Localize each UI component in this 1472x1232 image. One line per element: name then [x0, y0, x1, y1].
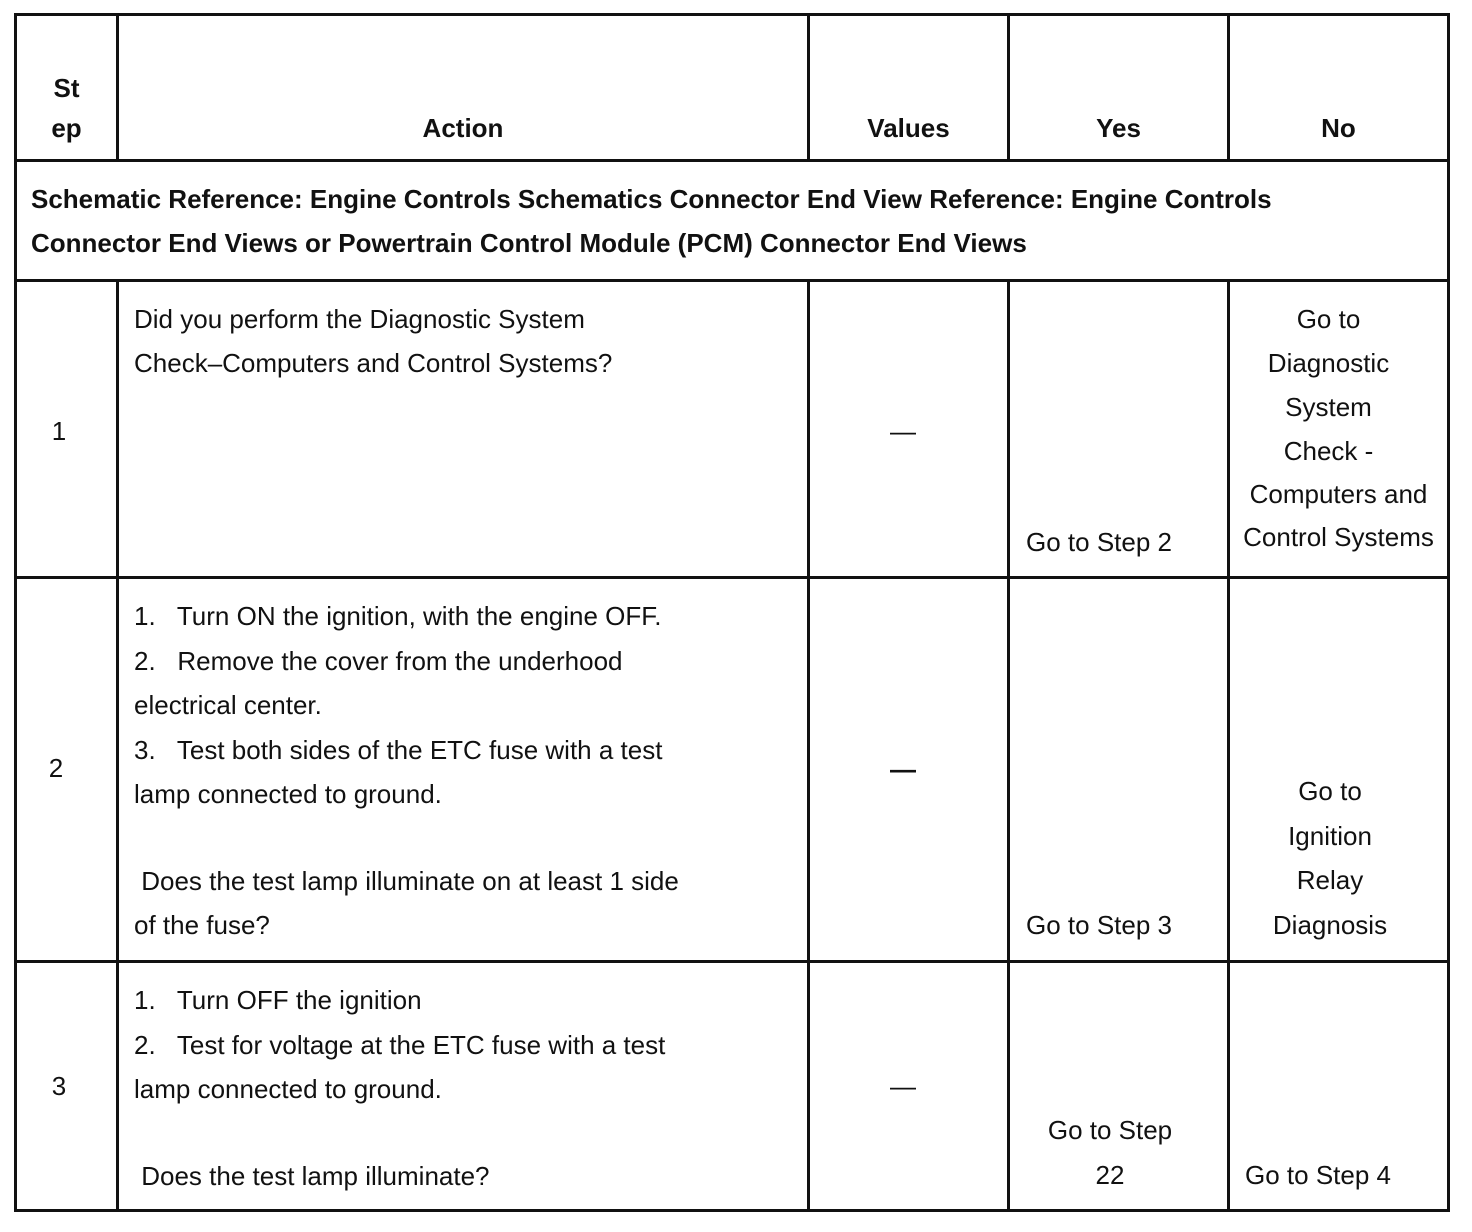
row1-action-line: Check–Computers and Control Systems? [134, 348, 613, 378]
row2-no [1230, 769, 1430, 947]
header-step [17, 68, 116, 148]
row3-yes-line: 22 [1095, 1159, 1125, 1190]
row1-action [134, 297, 804, 385]
row3-action-line: 1. Turn OFF the ignition [134, 985, 422, 1015]
row2-no-line: Go to [1298, 776, 1362, 806]
row1-divider [14, 576, 1450, 579]
header-action: Action [422, 113, 504, 143]
row2-action [134, 594, 804, 948]
row2-no-line: Diagnosis [1272, 909, 1388, 940]
row3-yes [1010, 1108, 1210, 1197]
table-border-right [1447, 13, 1450, 1212]
row1-no-line: Go to [1296, 304, 1361, 334]
row2-no-line: Ignition [1288, 820, 1372, 851]
row1-values: — [890, 416, 916, 446]
row2-values: — [890, 754, 916, 784]
reference-line2: Connector End Views or Powertrain Control Module (PCM) Connector End Views [31, 228, 1027, 258]
table-border-bottom [14, 1209, 1450, 1212]
row2-action-line: lamp connected to ground. [134, 779, 442, 809]
row1-no-line: Computers and [1249, 479, 1428, 509]
row2-action-line: electrical center. [134, 690, 322, 720]
header-values: Values [867, 113, 950, 143]
col-divider-step-body [116, 279, 119, 1212]
schematic-reference [31, 177, 1441, 265]
header-divider [14, 159, 1450, 162]
row2-action-line: 3. Test both sides of the ETC fuse with a test [134, 734, 663, 765]
row1-action-line: Did you perform the Diagnostic System [134, 304, 585, 334]
reference-divider [14, 279, 1450, 282]
row2-divider [14, 960, 1450, 963]
header-no: No [1321, 113, 1356, 143]
row3-action-line: Does the test lamp illuminate? [134, 1160, 490, 1191]
row2-yes: Go to Step 3 [1026, 910, 1172, 940]
row3-action-line: 2. Test for voltage at the ETC fuse with a test [134, 1029, 666, 1060]
header-step-line1: St [53, 73, 80, 103]
table-border-top [14, 13, 1450, 16]
row1-step: 1 [51, 416, 67, 446]
row3-no: Go to Step 4 [1245, 1160, 1391, 1190]
row3-action-line: lamp connected to ground. [134, 1074, 442, 1104]
row1-no-line: Diagnostic [1267, 348, 1390, 378]
row1-no-line: System [1285, 392, 1372, 422]
row2-action-line: of the fuse? [134, 910, 270, 940]
row2-no-line: Relay [1296, 865, 1364, 895]
row3-action [134, 978, 804, 1198]
row3-step: 3 [51, 1071, 67, 1101]
row3-yes-line: Go to Step [1047, 1115, 1173, 1145]
row1-no-line: Control Systems [1243, 522, 1434, 552]
row2-action-line: 2. Remove the cover from the underhood [134, 645, 623, 676]
row2-step: 2 [48, 753, 64, 783]
row2-action-line: Does the test lamp illuminate on at least 1 side [134, 865, 679, 896]
reference-line1: Schematic Reference: Engine Controls Schematics Connector End View Reference: Engine Controls [31, 184, 1272, 214]
col-divider-values-body [1007, 279, 1010, 1212]
row3-values: — [890, 1071, 916, 1101]
table-border-left [14, 13, 17, 1212]
row1-yes: Go to Step 2 [1026, 527, 1172, 557]
row2-action-line: 1. Turn ON the ignition, with the engine OFF. [134, 601, 662, 631]
header-yes: Yes [1096, 113, 1141, 143]
row1-no [1230, 297, 1447, 559]
row1-no-line: Check - [1283, 436, 1374, 466]
header-step-line2: ep [51, 113, 82, 143]
